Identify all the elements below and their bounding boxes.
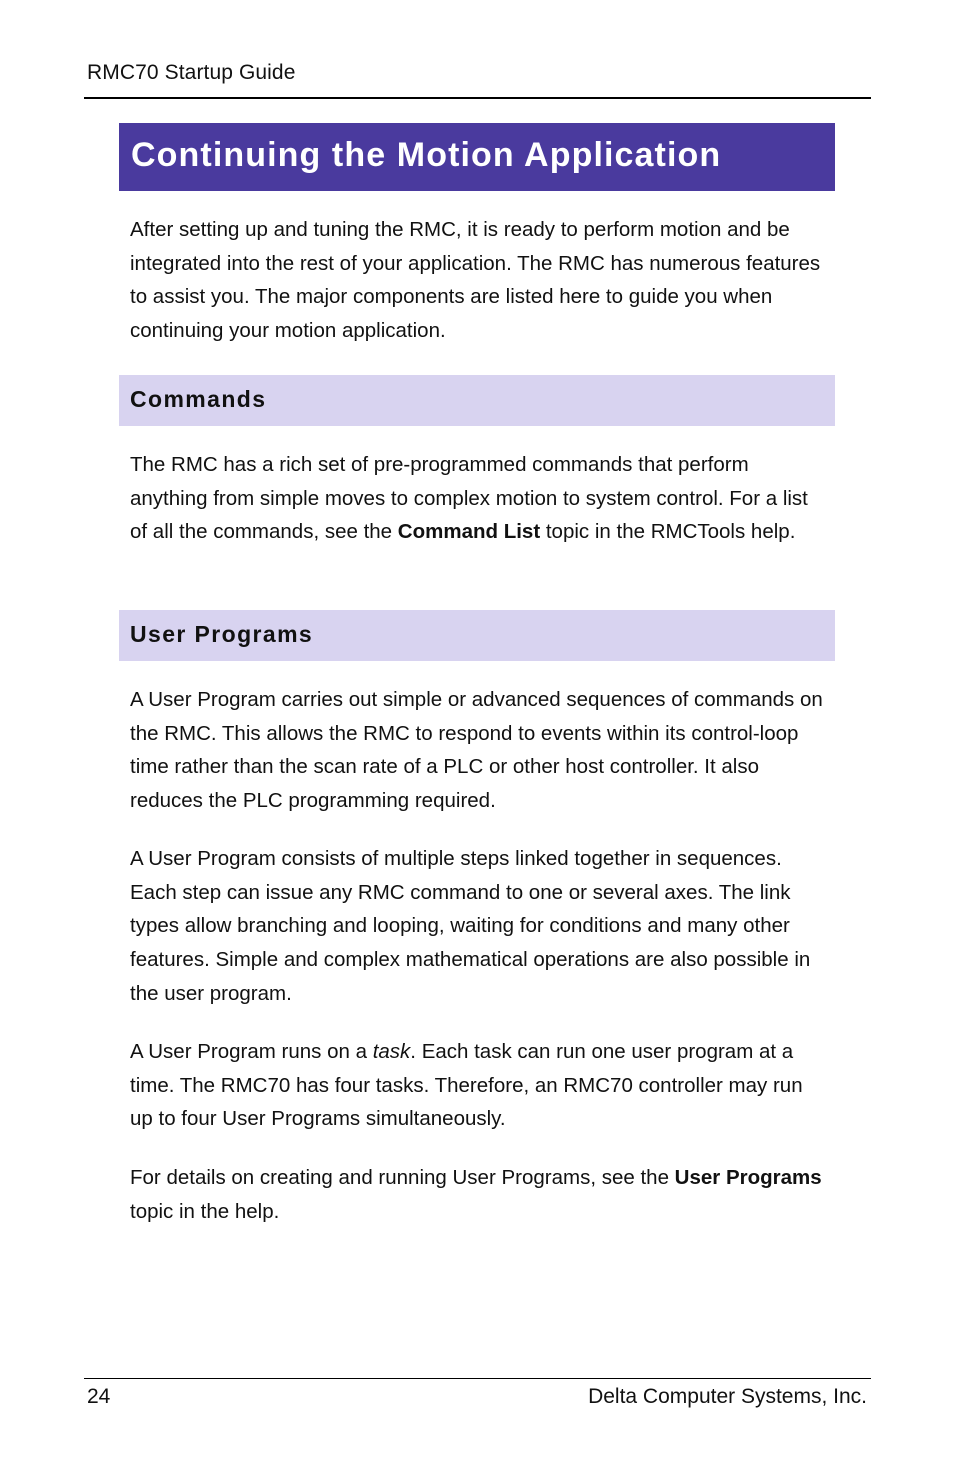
commands-heading: Commands (130, 386, 267, 412)
commands-section-banner (119, 375, 835, 426)
footer-company: Delta Computer Systems, Inc. (588, 1385, 867, 1408)
user-programs-paragraph-3 (130, 1035, 830, 1136)
page-title-banner (119, 123, 835, 191)
user-programs-section-banner (119, 610, 835, 661)
task-term: task (372, 1040, 411, 1063)
tasks-text-after: . Each task can run one user program at a time. The RMC70 has four tasks. Therefore, an RMC70 controller may run up to four User Programs simultaneously. (130, 1040, 803, 1131)
intro-paragraph: After setting up and tuning the RMC, it is ready to perform motion and be integrated into the rest of your application. The RMC has numerous features to assist you. The major components are listed here to guide you when continuing your motion application. (130, 218, 821, 343)
tasks-text-before: A User Program runs on a (130, 1040, 373, 1063)
details-text-after: topic in the help. (130, 1199, 280, 1223)
commands-text-before: The RMC has a rich set of pre-programmed commands that perform anything from simple moves to complex motion to system control. For a list of all the commands, see the (130, 453, 808, 544)
command-list-reference: Command List (397, 520, 541, 544)
footer-rule (84, 1378, 871, 1379)
running-header: RMC70 Startup Guide (87, 61, 296, 84)
page-number: 24 (87, 1385, 111, 1408)
user-programs-paragraph-1: A User Program carries out simple or advanced sequences of commands on the RMC. This allows the RMC to respond to events within its control-loop time rather than the scan rate of a PLC or other host controller. It also reduces the PLC programming required. (130, 688, 823, 813)
commands-text-after: topic in the RMCTools help. (540, 520, 796, 544)
user-programs-heading: User Programs (130, 621, 314, 647)
details-text-before: For details on creating and running User Programs, see the (130, 1166, 675, 1189)
commands-paragraph (130, 448, 830, 549)
page-title: Continuing the Motion Application (131, 136, 722, 174)
header-rule (84, 97, 871, 99)
user-programs-paragraph-2: A User Program consists of multiple steps linked together in sequences. Each step can issue any RMC command to one or several axes. The link types allow branching and looping, waiting for conditions and many other features. Simple and complex mathematical operations are also possible in the user program. (130, 847, 811, 1005)
user-programs-reference: User Programs (674, 1166, 822, 1189)
user-programs-paragraph-4 (130, 1161, 830, 1228)
